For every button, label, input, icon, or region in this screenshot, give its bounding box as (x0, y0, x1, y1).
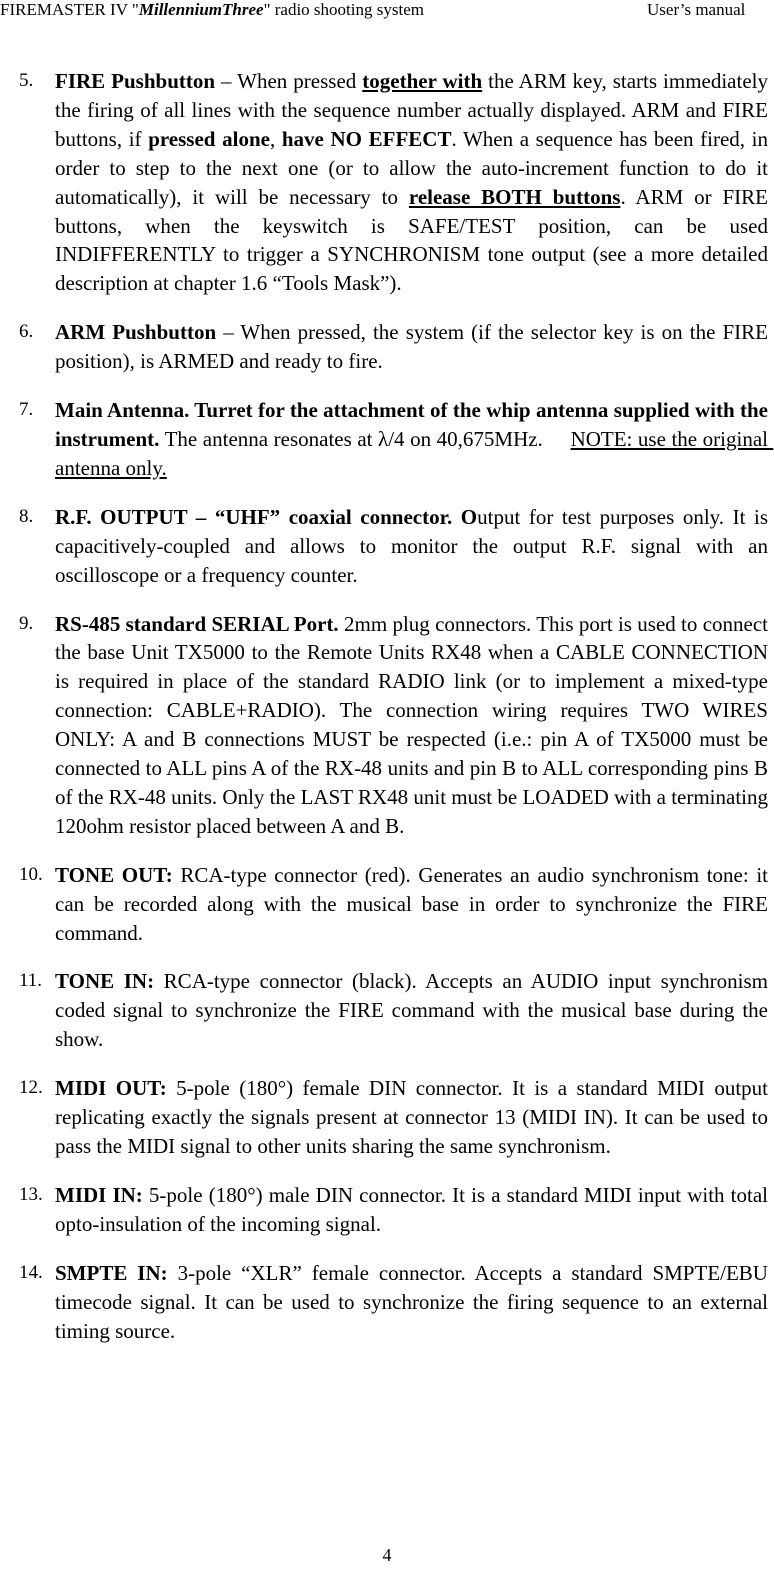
item-bold-text: ARM Pushbutton (55, 320, 217, 345)
page-number: 4 (382, 1545, 392, 1565)
header-manual-label: User’s manual (647, 0, 746, 19)
list-item (0, 396, 774, 483)
item-bold-text: TONE IN: (55, 969, 155, 994)
list-item-number: 9. (19, 612, 34, 634)
connector-description-list (0, 67, 774, 1365)
item-text-run: 2mm plug connectors. This port is used to connect the base Unit TX5000 to the Remote Units RX48 when a CABLE CONNECTION is required in place of the standard RADIO link (or to implement a mixed-type connection: CABLE+RADIO). The connection wiring requires TWO WIRES ONLY: A and B connections MUST be respected (i.e.: pin A of TX5000 must be connected to ALL pins A of the RX-48 units and pin B to ALL corresponding pins B of the RX-48 units. Only the LAST RX48 unit must be LOADED with a terminating 120ohm resistor placed between A and B. (55, 611, 774, 838)
item-text-run: , (269, 126, 282, 151)
list-item-text (55, 320, 773, 373)
list-item-text (55, 1261, 773, 1343)
item-bold-text: SMPTE IN: (55, 1260, 168, 1285)
list-item-number: 12. (19, 1077, 43, 1099)
item-text-run: – When pressed (215, 69, 363, 93)
list-item-text (55, 969, 773, 1051)
list-item-number: 8. (19, 505, 34, 527)
item-text-run: utput for test purposes only. It is capacitively-coupled and allows to monitor the output R.F. signal with an oscilloscope or a frequency counter. (55, 504, 774, 587)
item-bold-text: MIDI IN: (55, 1182, 143, 1207)
item-text-run: – When pressed, the system (if the selector key is on the FIRE position), is ARMED and ready to fire. (55, 320, 774, 374)
item-text-run: 5-pole (180°) female DIN connector. It is a standard MIDI output replicating exactly the signals present at connector 13 (MIDI IN). It can be used to pass the MIDI signal to other units sharing the same synchronism. (55, 1076, 774, 1158)
item-text-run: 3-pole “XLR” female connector. Accepts a standard SMPTE/EBU timecode signal. It can be used to synchronize the firing sequence to an external timing source. (55, 1260, 774, 1343)
header-title-prefix: FIREMASTER IV " (0, 0, 139, 19)
item-text-run: RCA-type connector (red). Generates an audio synchronism tone: it can be recorded along with the musical base in order to synchronize the FIRE command. (55, 862, 774, 945)
list-item-text (55, 863, 773, 945)
list-item-number: 14. (19, 1261, 43, 1283)
page-header (0, 0, 774, 22)
item-text-run: NOTE: use the original antenna only. (55, 426, 774, 480)
item-text-run: . ARM or FIRE buttons, when the keyswitch is SAFE/TEST position, can be used INDIFFERENTLY to trigger a SYNCHRONISM tone output (see a more detailed description at chapter 1.6 “Tools Mask”). (55, 184, 774, 296)
header-title (0, 0, 424, 20)
list-item (0, 861, 774, 948)
list-item-text (55, 612, 773, 838)
list-item (0, 1074, 774, 1161)
list-item-number: 13. (19, 1183, 43, 1205)
list-item-number: 11. (19, 970, 43, 992)
header-product-name: MillenniumThree (138, 0, 264, 19)
item-bold-text: together with (362, 69, 483, 93)
list-item-text (55, 69, 773, 295)
item-bold-text: have NO EFFECT (281, 126, 452, 151)
list-item (0, 318, 774, 376)
item-text-run: 5-pole (180°) male DIN connector. It is a standard MIDI input with total opto-insulation of the incoming signal. (55, 1182, 774, 1236)
list-item (0, 610, 774, 841)
list-item (0, 1259, 774, 1346)
list-item-text (55, 1183, 773, 1236)
item-text-run: the ARM key, starts immediately the firing of all lines with the sequence number actually displayed. ARM and FIRE buttons, if (55, 69, 774, 151)
item-bold-text: pressed alone (148, 126, 270, 151)
item-text-run: RCA-type connector (black). Accepts an AUDIO input synchronism coded signal to synchronize the FIRE command with the musical base during the show. (55, 969, 774, 1052)
header-title-suffix: " radio shooting system (263, 0, 424, 19)
item-bold-text: release BOTH buttons (408, 184, 621, 209)
item-bold-text: RS-485 standard SERIAL Port. (55, 611, 339, 636)
item-bold-text: FIRE Pushbutton (55, 69, 216, 93)
list-item-number: 7. (19, 399, 34, 421)
item-bold-text: R.F. OUTPUT – “UHF” coaxial connector. O (55, 504, 478, 529)
item-bold-text: Main Antenna. Turret for the attachment of the whip antenna supplied with the instrument. (55, 398, 774, 451)
list-item-number: 5. (19, 70, 34, 91)
list-item (0, 1181, 774, 1239)
item-bold-text: TONE OUT: (55, 862, 173, 887)
item-bold-text: MIDI OUT: (55, 1076, 167, 1101)
list-item-text (55, 398, 773, 480)
list-item-number: 10. (19, 863, 43, 885)
list-item-number: 6. (19, 321, 34, 343)
list-item (0, 503, 774, 590)
list-item-text (55, 505, 773, 587)
list-item-text (55, 1076, 773, 1158)
item-text-run: . When a sequence has been fired, in order to step to the next one (or to allow the auto-increment function to do it automatically), it will be necessary to (55, 126, 774, 209)
list-item (0, 967, 774, 1054)
item-text-run: The antenna resonates at λ/4 on 40,675MHz. (159, 426, 571, 451)
list-item (0, 67, 774, 298)
